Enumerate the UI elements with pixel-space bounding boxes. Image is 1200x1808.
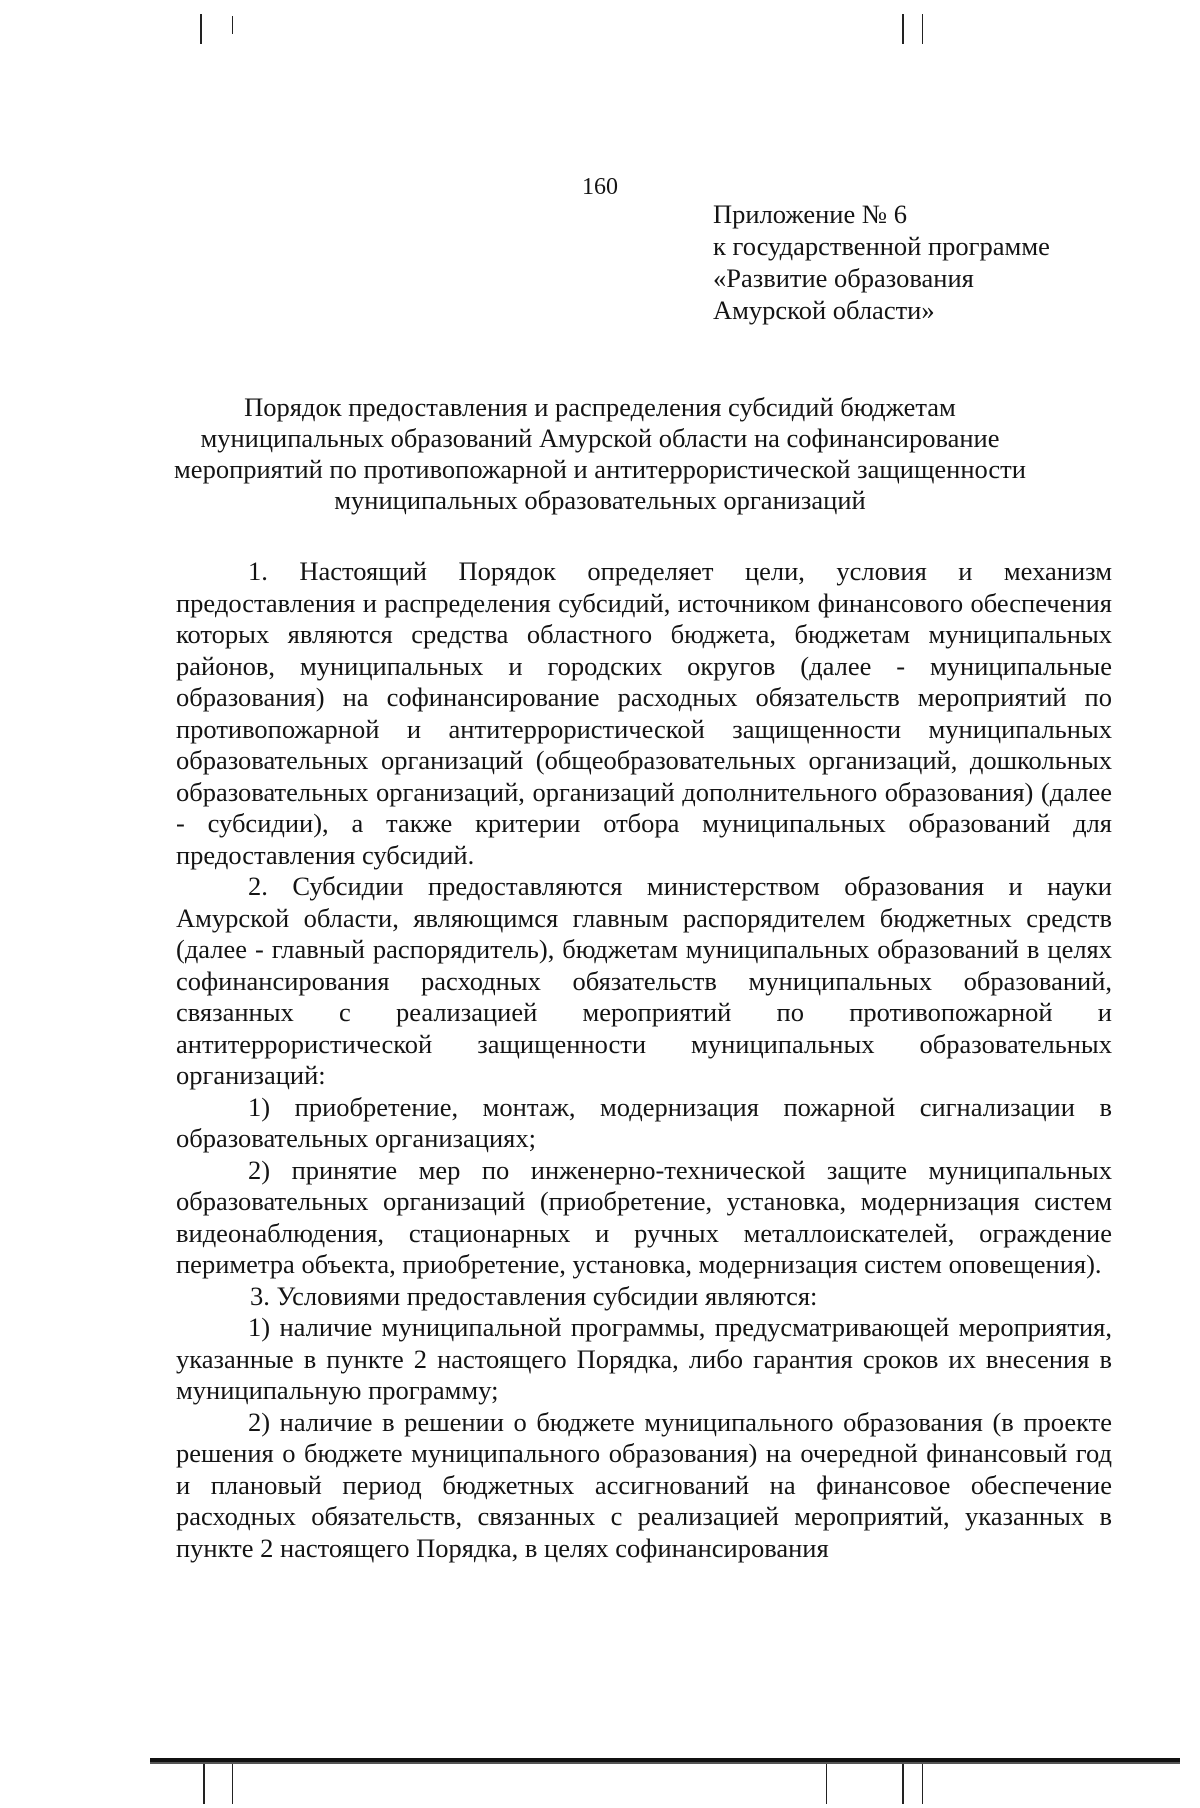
appendix-line: Амурской области» xyxy=(713,295,935,325)
paragraph-3-item-1: 1) наличие муниципальной программы, предусматривающей мероприятия, указанные в пункте 2 настоящего Порядка, либо гарантия сроков их внесения в муниципальную программу; xyxy=(176,1312,1112,1405)
paragraph-1: 1. Настоящий Порядок определяет цели, условия и механизм предоставления и распределения субсидий, источником финансового обеспечения которых являются средства областного бюджета, бюджетам муниципальных районов, муниципальных и городских округов (далее - муниципальные образования) на софинансирование расходных обязательств мероприятий по противопожарной и антитеррористической защищенности муниципальных образовательных организаций (общеобразовательных организаций, дошкольных образовательных организаций, организаций дополнительного образования) (далее - субсидии), а также критерии отбора муниципальных образований для предоставления субсидий. xyxy=(176,556,1112,870)
scan-artifact-top-left-2 xyxy=(232,16,233,34)
appendix-line: Приложение № 6 xyxy=(713,199,908,229)
title-line: Порядок предоставления и распределения субсидий бюджетам xyxy=(244,392,956,422)
title-line: муниципальных образовательных организаций xyxy=(334,485,866,515)
scan-artifact-bottom-right xyxy=(826,1764,827,1804)
paragraph-3-item-2: 2) наличие в решении о бюджете муниципального образования (в проекте решения о бюджете муниципального образования) на очередной финансовый год и плановый период бюджетных ассигнований на финансовое обеспечение расходных обязательств, связанных с реализацией мероприятий, указанных в пункте 2 настоящего Порядка, в целях софинансирования xyxy=(176,1406,1112,1563)
scan-artifact-top-right-2 xyxy=(922,14,923,44)
scan-bottom-edge xyxy=(150,1758,1180,1764)
scan-artifact-bottom-left xyxy=(203,1764,205,1804)
title-line: муниципальных образований Амурской области на софинансирование xyxy=(200,423,1000,453)
document-title xyxy=(150,392,1050,516)
appendix-line: к государственной программе xyxy=(713,231,1050,261)
appendix-line: «Развитие образования xyxy=(713,263,974,293)
appendix-header xyxy=(713,198,1050,326)
scan-artifact-top-left xyxy=(200,14,202,44)
page-number: 160 xyxy=(582,174,618,200)
paragraph-2-item-1: 1) приобретение, монтаж, модернизация пожарной сигнализации в образовательных организациях; xyxy=(176,1091,1112,1153)
paragraph-2: 2. Субсидии предоставляются министерством образования и науки Амурской области, являющимся главным распорядителем бюджетных средств (далее - главный распорядитель), бюджетам муниципальных образований в целях софинансирования расходных обязательств муниципальных образований, связанных с реализацией мероприятий по противопожарной и антитеррористической защищенности муниципальных образовательных организаций: xyxy=(176,871,1112,1090)
document-body xyxy=(176,556,1112,1564)
scan-artifact-bottom-right-3 xyxy=(922,1764,923,1804)
title-line: мероприятий по противопожарной и антитеррористической защищенности xyxy=(174,454,1026,484)
scan-artifact-bottom-right-2 xyxy=(902,1764,904,1804)
paragraph-3: 3. Условиями предоставления субсидии являются: xyxy=(250,1280,818,1311)
scan-artifact-top-right xyxy=(902,14,904,44)
paragraph-2-item-2: 2) принятие мер по инженерно-технической защите муниципальных образовательных организаций (приобретение, установка, модернизация систем видеонаблюдения, стационарных и ручных металлоискателей, ограждение периметра объекта, приобретение, установка, модернизация систем оповещения). xyxy=(176,1154,1112,1279)
scan-artifact-bottom-left-2 xyxy=(232,1764,233,1804)
